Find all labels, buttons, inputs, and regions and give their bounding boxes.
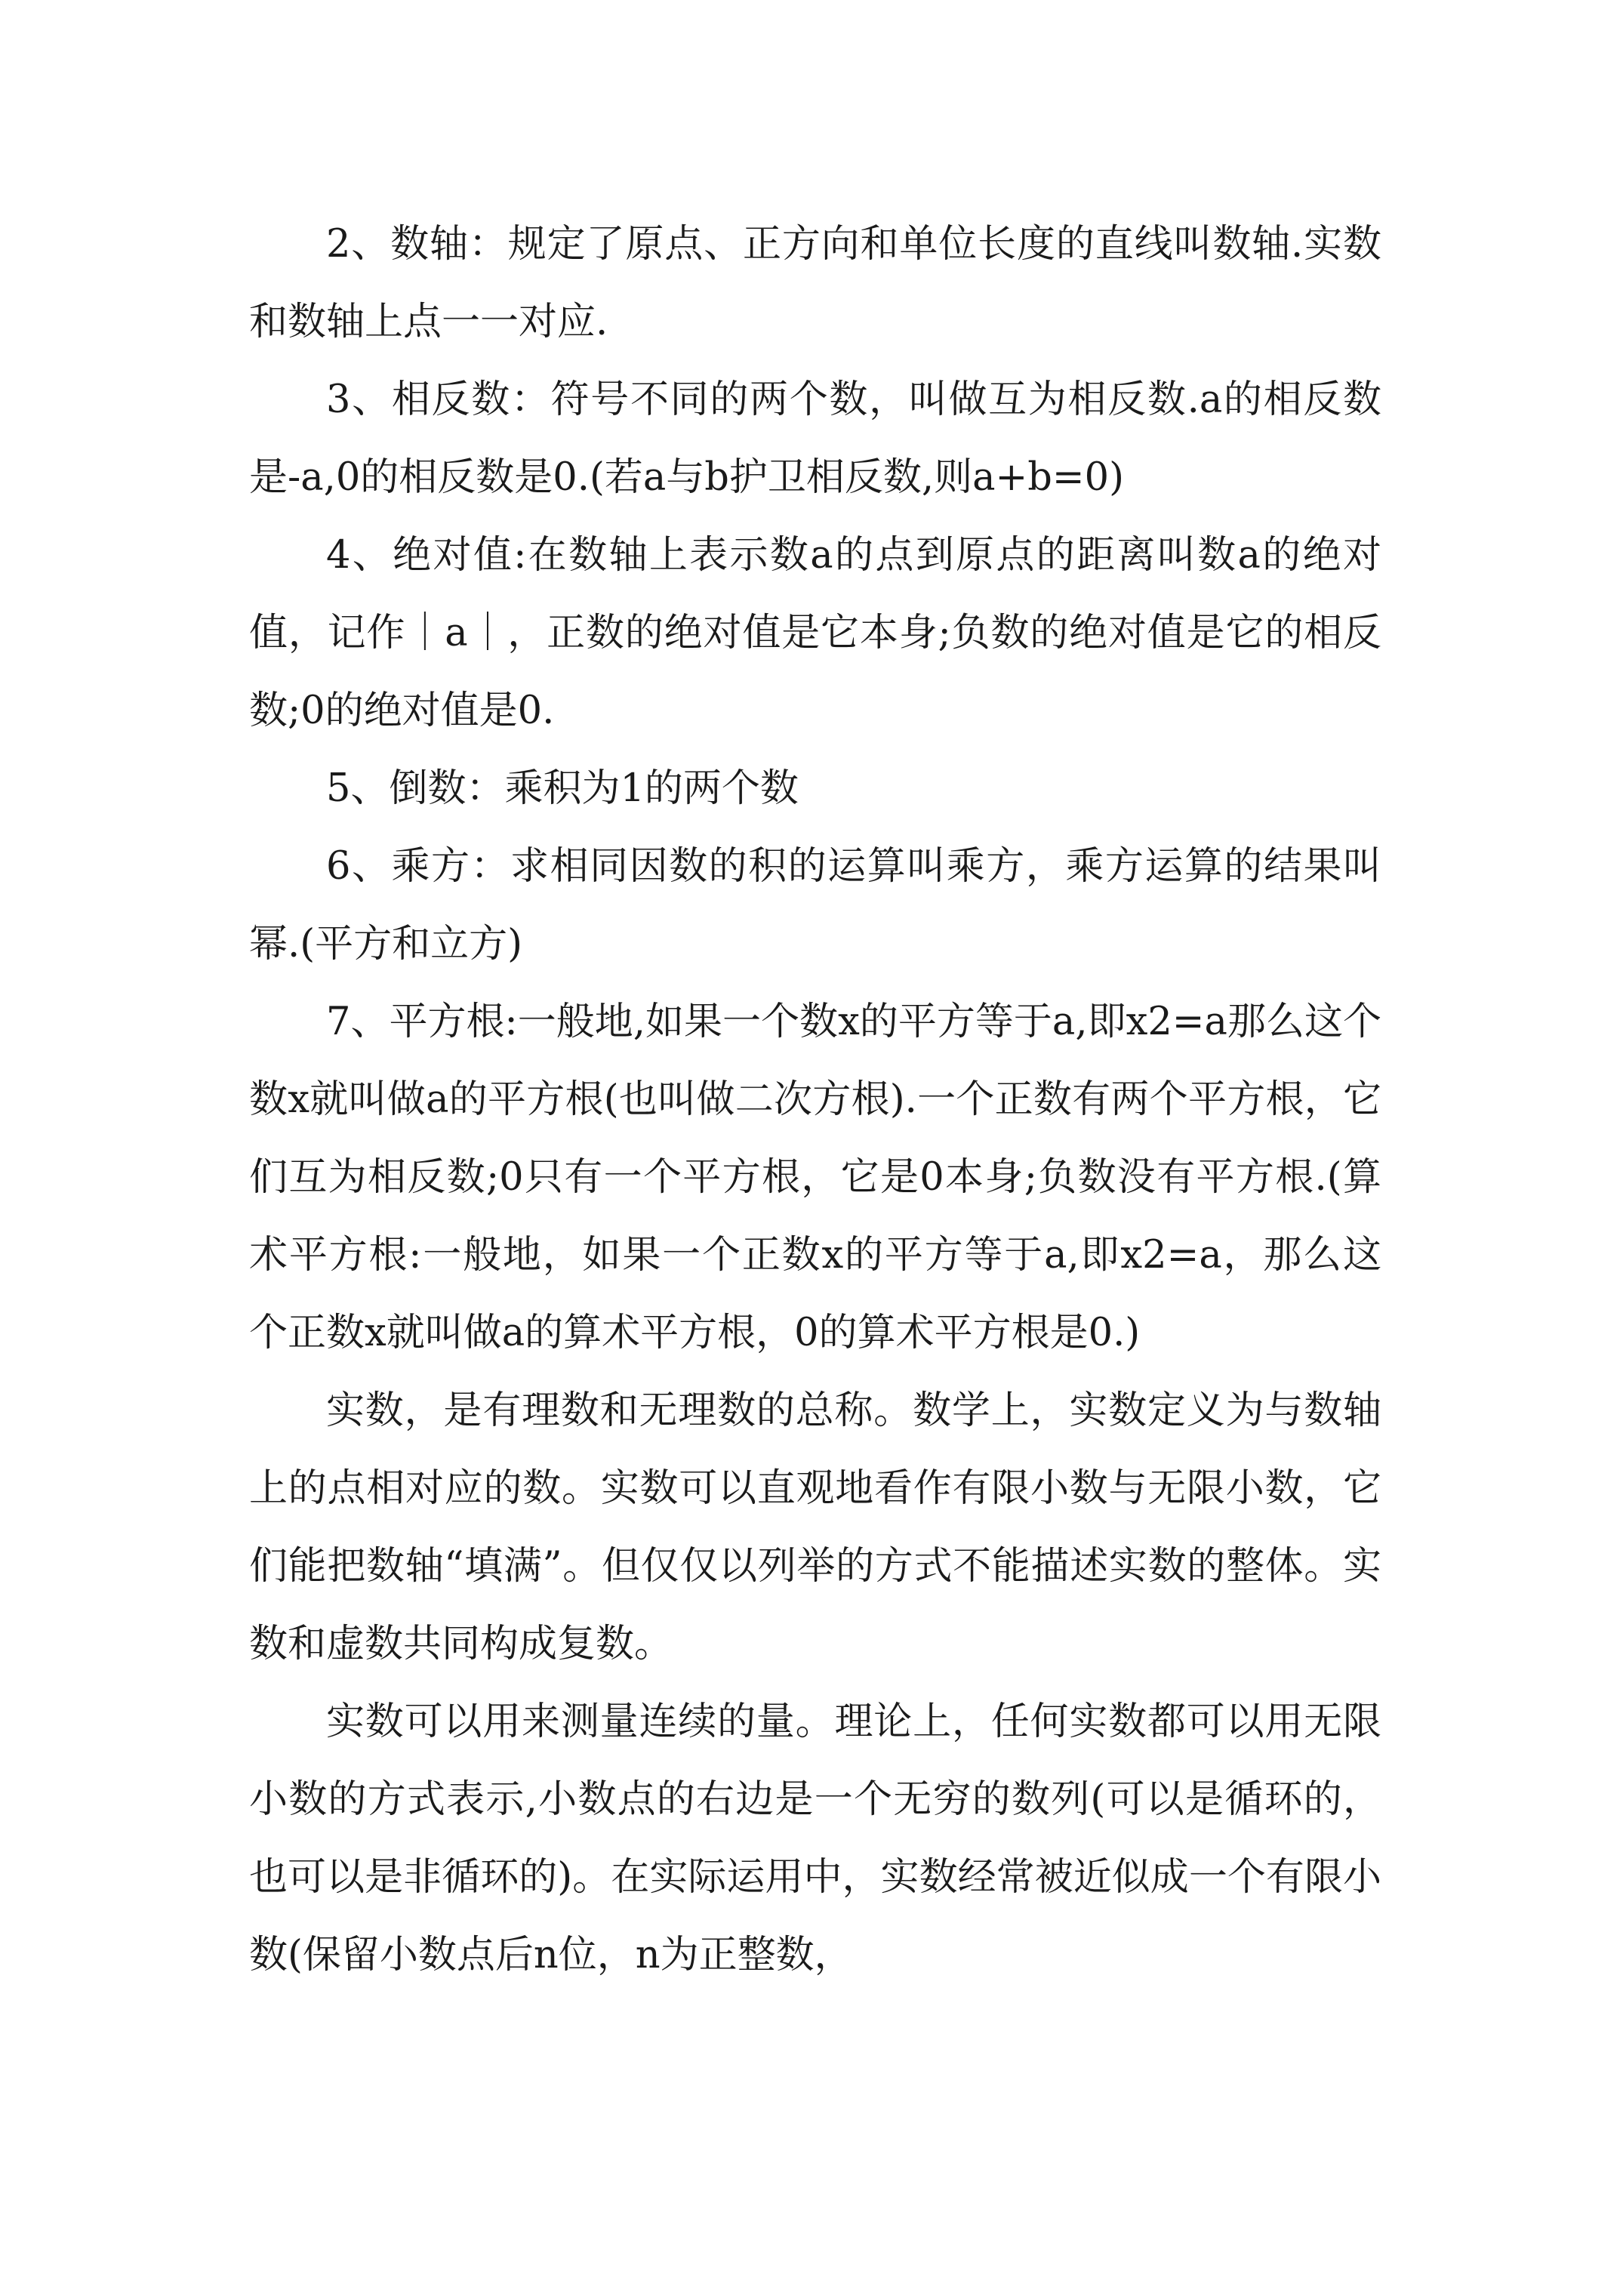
paragraph-real-number-definition: 实数，是有理数和无理数的总称。数学上，实数定义为与数轴上的点相对应的数。实数可以直观地看作有限小数与无限小数，它们能把数轴“填满”。但仅仅以列举的方式不能描述实数的整体。实数和虚数共同构成复数。 <box>249 1388 1381 1666</box>
paragraph-number-line: 2、数轴：规定了原点、正方向和单位长度的直线叫数轴.实数和数轴上点一一对应. <box>249 222 1381 344</box>
document-body <box>249 205 1381 1994</box>
paragraph-opposite-number: 3、相反数：符号不同的两个数，叫做互为相反数.a的相反数是-a,0的相反数是0.(若a与b护卫相反数,则a+b=0) <box>249 378 1381 500</box>
paragraph-absolute-value: 4、绝对值:在数轴上表示数a的点到原点的距离叫数a的绝对值，记作｜a｜，正数的绝对值是它本身;负数的绝对值是它的相反数;0的绝对值是0. <box>249 533 1381 733</box>
paragraph-square-root: 7、平方根:一般地,如果一个数x的平方等于a,即x2=a那么这个数x就叫做a的平方根(也叫做二次方根).一个正数有两个平方根，它们互为相反数;0只有一个平方根，它是0本身;负数没有平方根.(算术平方根:一般地，如果一个正数x的平方等于a,即x2=a，那么这个正数x就叫做a的算术平方根，0的算术平方根是0.) <box>249 1000 1381 1355</box>
paragraph-real-number-measurement: 实数可以用来测量连续的量。理论上，任何实数都可以用无限小数的方式表示,小数点的右边是一个无穷的数列(可以是循环的，也可以是非循环的)。在实际运用中，实数经常被近似成一个有限小数(保留小数点后n位，n为正整数， <box>249 1700 1381 1977</box>
paragraph-reciprocal: 5、倒数：乘积为1的两个数 <box>326 766 799 811</box>
paragraph-power: 6、乘方：求相同因数的积的运算叫乘方，乘方运算的结果叫幂.(平方和立方) <box>249 844 1381 966</box>
